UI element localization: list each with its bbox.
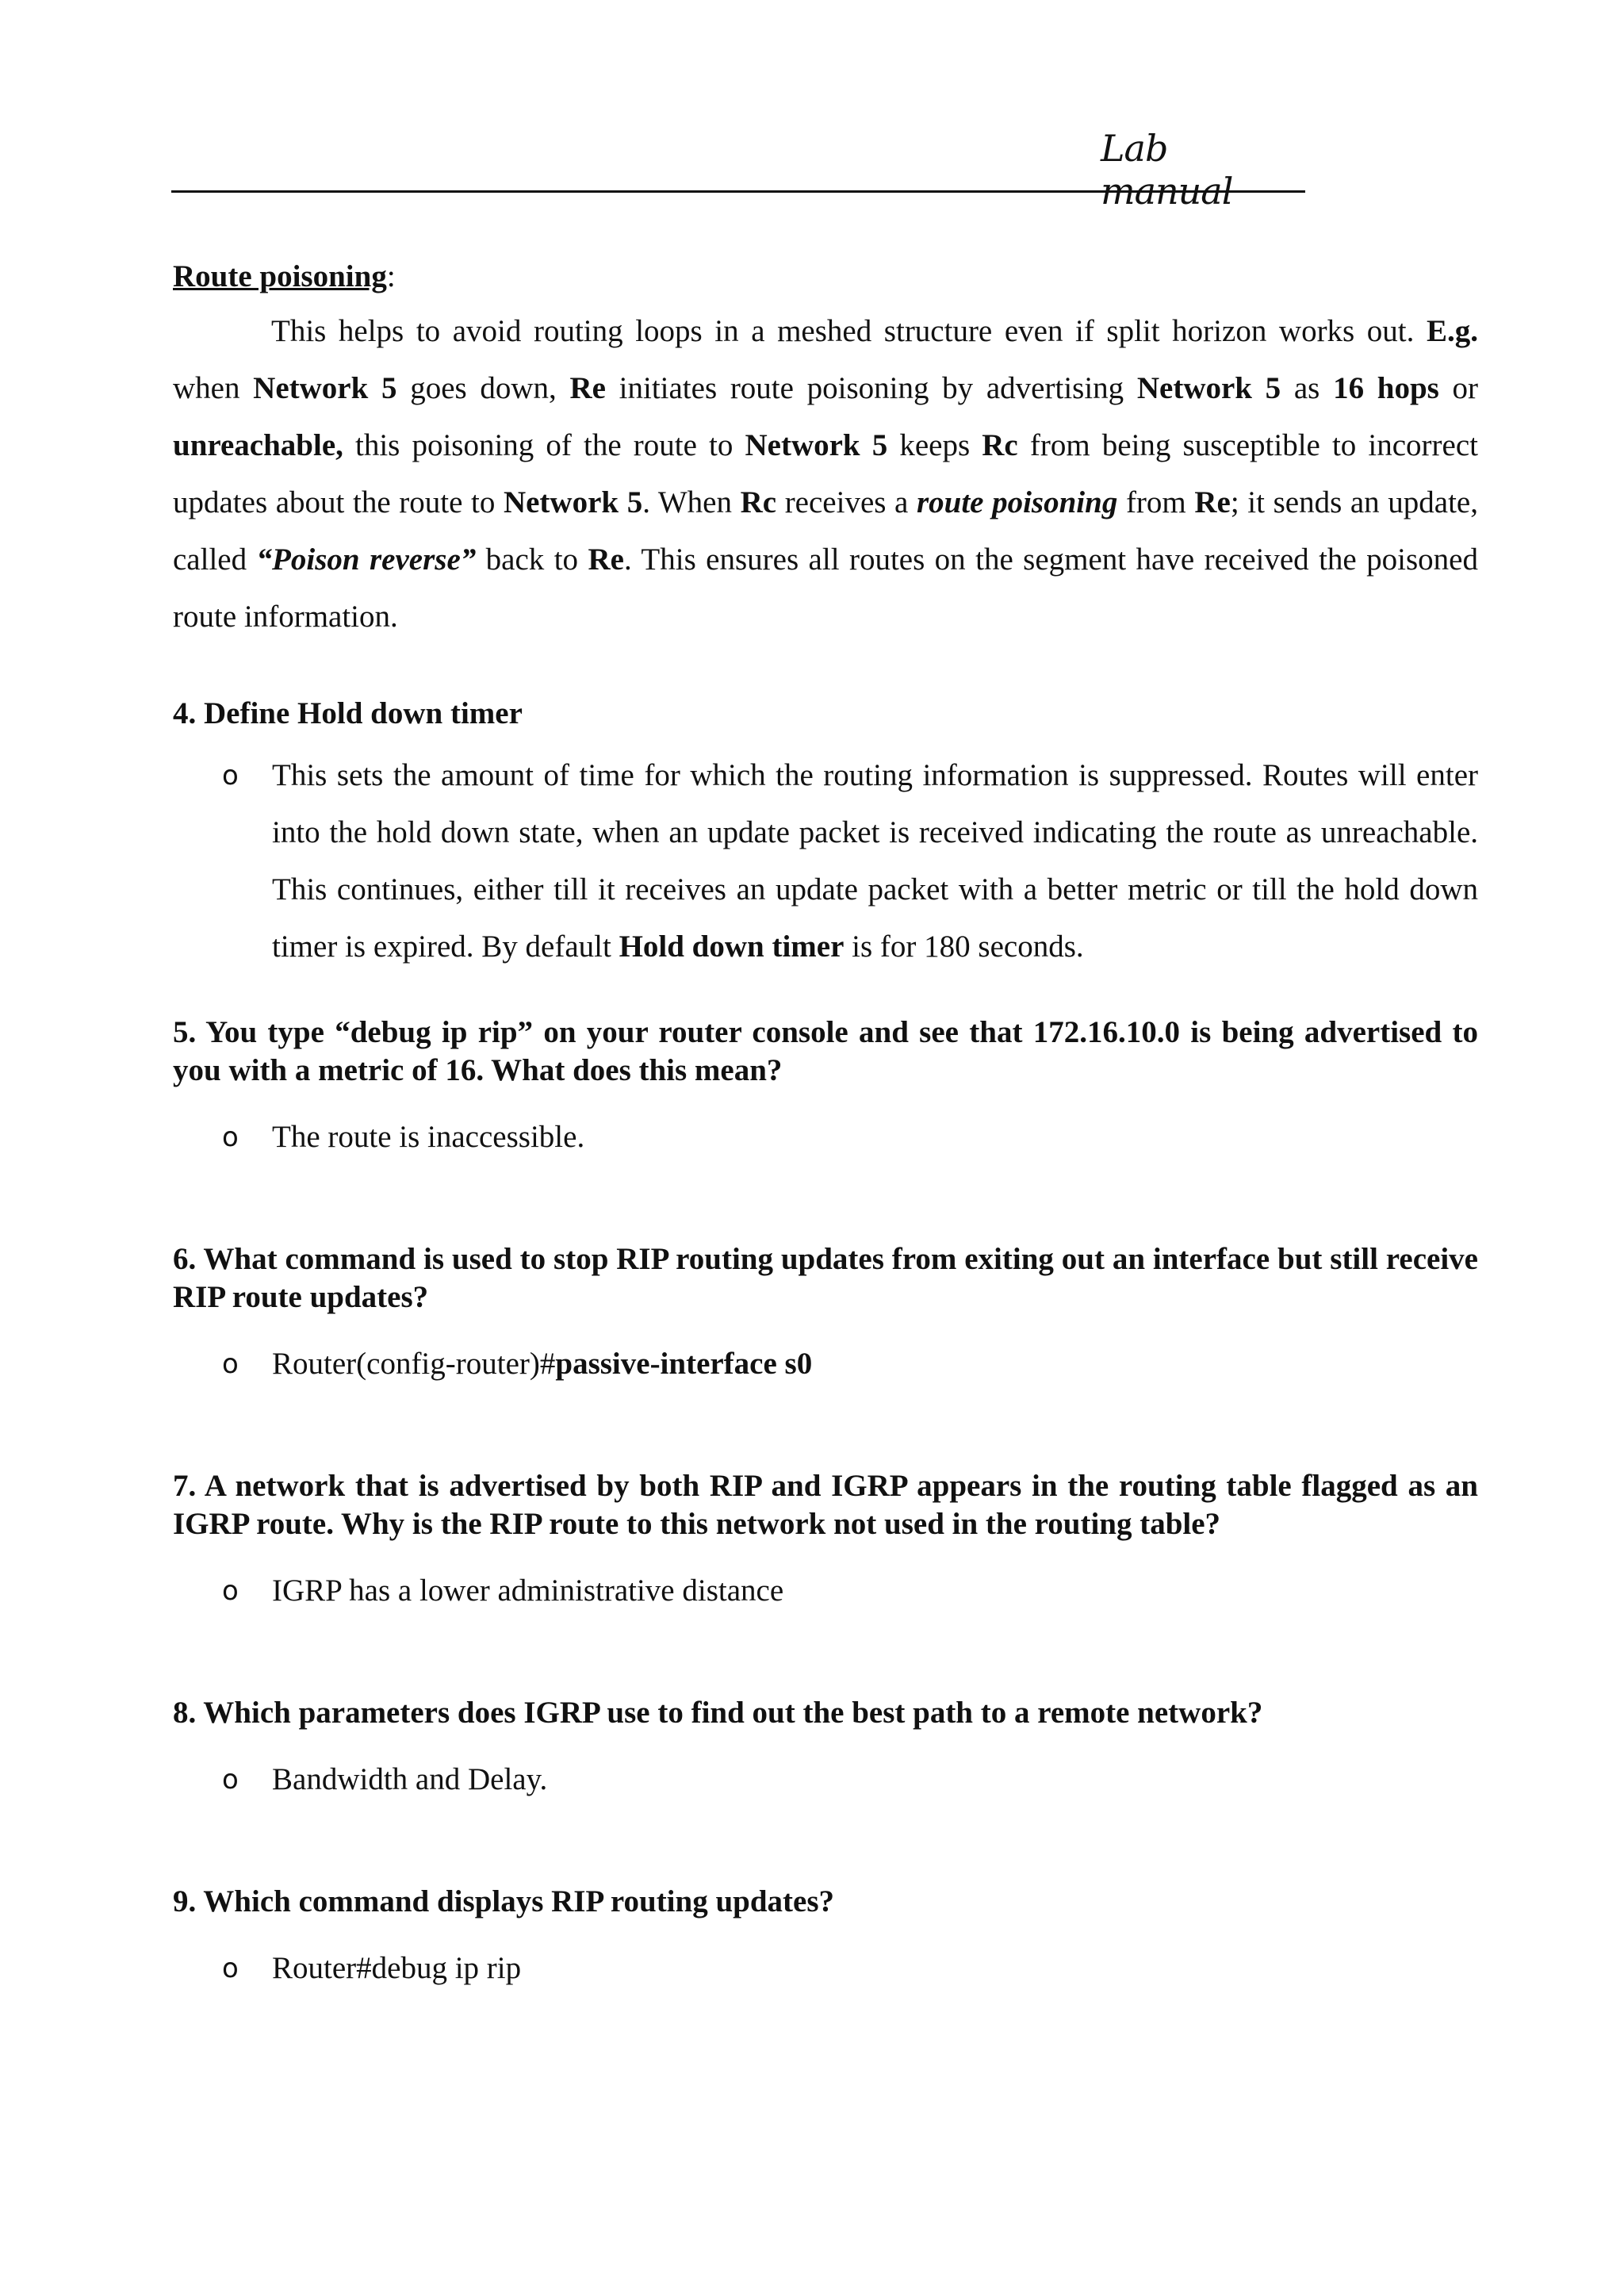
question-6 <box>173 1240 1478 1393</box>
bullet-marker: o <box>222 1121 239 1153</box>
header-divider <box>171 190 1305 193</box>
question-4 <box>173 695 1478 976</box>
question-9-title: 9. Which command displays RIP routing updates? <box>173 1884 835 1918</box>
question-7-title: 7. A network that is advertised by both RIP and IGRP appears in the routing table flagged as an IGRP route. Why is the RIP route to this network not used in the routing table? <box>173 1469 1478 1541</box>
heading-colon: : <box>386 259 396 293</box>
question-8-answer: o Bandwidth and Delay. <box>173 1751 1478 1808</box>
question-9-answer: o Router#debug ip rip <box>173 1940 1478 1997</box>
bullet-marker: o <box>222 1764 239 1796</box>
question-8 <box>173 1694 1478 1808</box>
section-heading: Route poisoning <box>173 259 387 293</box>
bullet-marker: o <box>222 1575 239 1607</box>
question-6-title: 6. What command is used to stop RIP routing updates from exiting out an interface but still receive RIP route updates? <box>173 1242 1478 1314</box>
bullet-marker: o <box>222 1953 239 1984</box>
question-9 <box>173 1883 1478 1997</box>
bullet-marker: o <box>222 760 239 792</box>
question-5-answer: o The route is inaccessible. <box>173 1109 1478 1166</box>
route-poisoning-section <box>173 251 1478 646</box>
question-5 <box>173 1014 1478 1166</box>
question-6-answer: o Router(config-router)#passive-interface s0 <box>173 1336 1478 1393</box>
question-4-title: 4. Define Hold down timer <box>173 696 523 730</box>
question-8-title: 8. Which parameters does IGRP use to find out the best path to a remote network? <box>173 1696 1263 1730</box>
question-7-answer: o IGRP has a lower administrative distance <box>173 1562 1478 1619</box>
question-7 <box>173 1467 1478 1619</box>
question-5-title: 5. You type “debug ip rip” on your router console and see that 172.16.10.0 is being advertised to you with a metric of 16. What does this mean? <box>173 1015 1478 1087</box>
route-poisoning-paragraph: This helps to avoid routing loops in a meshed structure even if split horizon works out. E.g. when Network 5 goes down, Re initiates route poisoning by advertising Network 5 as 16 hops or unreachable, this poisoning of the route to Network 5 keeps Rc from being susceptible to incorrect updates about the route to Network 5. When Rc receives a route poisoning from Re; it sends an update, called “Poison reverse” back to Re. This ensures all routes on the segment have received the poisoned route information. <box>173 314 1478 634</box>
section-heading-line <box>173 251 1478 303</box>
question-4-answer: o This sets the amount of time for which the routing information is suppressed. Routes will enter into the hold down state, when an update packet is received indicating the route as unreachable. This continues, either till it receives an update packet with a better metric or till the hold down timer is expired. By default Hold down timer is for 180 seconds. <box>173 747 1478 976</box>
bullet-marker: o <box>222 1348 239 1380</box>
header-title: Lab manual <box>1101 127 1233 213</box>
